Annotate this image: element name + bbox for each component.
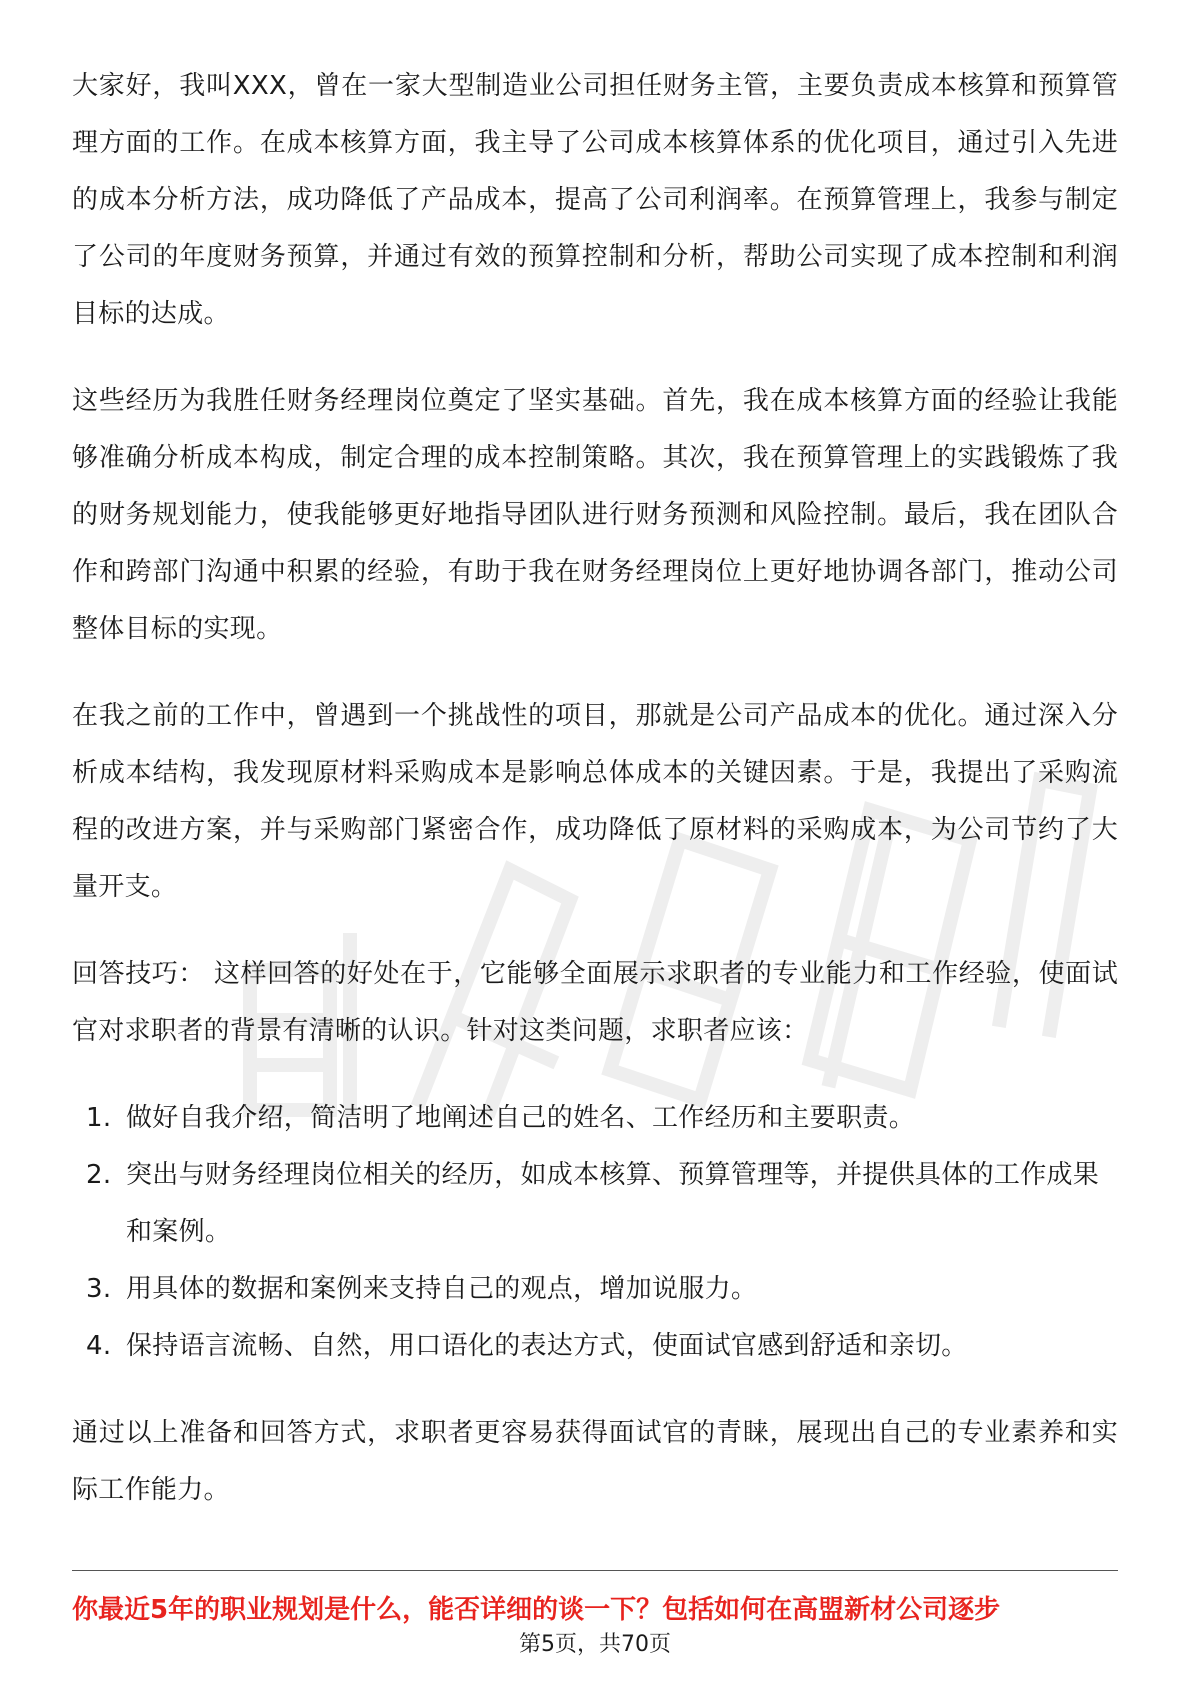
list-item-number: 3. — [86, 1274, 112, 1304]
list-item-text: 做好自我介绍，简洁明了地阐述自己的姓名、工作经历和主要职责。 — [126, 1103, 916, 1133]
paragraph-answer-tips: 回答技巧： 这样回答的好处在于，它能够全面展示求职者的专业能力和工作经验，使面试官对求职者的背景有清晰的认识。针对这类问题，求职者应该： — [72, 959, 1118, 1046]
list-item-number: 1. — [86, 1103, 112, 1133]
list-item — [72, 1318, 1118, 1375]
next-question-heading: 你最近5年的职业规划是什么，能否详细的谈一下？包括如何在高盟新材公司逐步 — [72, 1595, 1001, 1625]
document-body — [72, 58, 1118, 1549]
page-number: 第5页，共70页 — [519, 1632, 671, 1657]
paragraph-project-example: 在我之前的工作中，曾遇到一个挑战性的项目，那就是公司产品成本的优化。通过深入分析成本结构，我发现原材料采购成本是影响总体成本的关键因素。于是，我提出了采购流程的改进方案，并与采购部门紧密合作，成功降低了原材料的采购成本，为公司节约了大量开支。 — [72, 701, 1118, 902]
list-item-text: 突出与财务经理岗位相关的经历，如成本核算、预算管理等，并提供具体的工作成果和案例。 — [126, 1160, 1100, 1247]
list-item-number: 4. — [86, 1331, 112, 1361]
list-item-number: 2. — [86, 1160, 112, 1190]
list-item-text: 用具体的数据和案例来支持自己的观点，增加说服力。 — [126, 1274, 758, 1304]
list-item-text: 保持语言流畅、自然，用口语化的表达方式，使面试官感到舒适和亲切。 — [126, 1331, 968, 1361]
tips-list — [72, 1090, 1118, 1375]
paragraph-intro: 大家好，我叫XXX，曾在一家大型制造业公司担任财务主管，主要负责成本核算和预算管理方面的工作。在成本核算方面，我主导了公司成本核算体系的优化项目，通过引入先进的成本分析方法，成功降低了产品成本，提高了公司利润率。在预算管理上，我参与制定了公司的年度财务预算，并通过有效的预算控制和分析，帮助公司实现了成本控制和利润目标的达成。 — [72, 71, 1118, 329]
section-divider — [72, 1570, 1118, 1571]
list-item — [72, 1090, 1118, 1147]
paragraph-qualification: 这些经历为我胜任财务经理岗位奠定了坚实基础。首先，我在成本核算方面的经验让我能够准确分析成本构成，制定合理的成本控制策略。其次，我在预算管理上的实践锻炼了我的财务规划能力，使我能够更好地指导团队进行财务预测和风险控制。最后，我在团队合作和跨部门沟通中积累的经验，有助于我在财务经理岗位上更好地协调各部门，推动公司整体目标的实现。 — [72, 386, 1118, 644]
list-item — [72, 1147, 1118, 1261]
paragraph-conclusion: 通过以上准备和回答方式，求职者更容易获得面试官的青睐，展现出自己的专业素养和实际工作能力。 — [72, 1418, 1118, 1505]
list-item — [72, 1261, 1118, 1318]
